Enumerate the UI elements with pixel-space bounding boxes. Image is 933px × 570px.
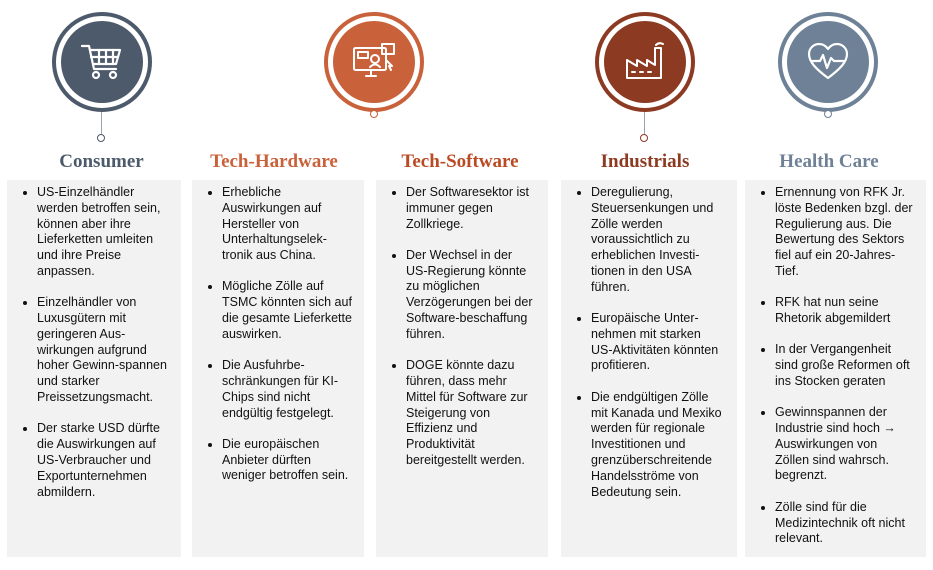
list-item: • Europäische Unter-nehmen mit starken US-Aktivitäten könnten profitieren. bbox=[591, 311, 725, 374]
health-care-title: Health Care bbox=[779, 151, 879, 172]
health-care-connector-dot bbox=[824, 110, 832, 118]
consumer-title: Consumer bbox=[59, 151, 144, 172]
list-item: • In der Vergangenheit sind große Reformen oft ins Stocken geraten bbox=[775, 342, 914, 389]
list-item: • Die Ausfuhrbe-schränkungen für KI-Chips sind nicht endgültig festgelegt. bbox=[222, 358, 352, 421]
tech-software-bullet-list bbox=[388, 185, 536, 469]
consumer-icon-badge bbox=[52, 12, 152, 112]
list-item: • Die endgültigen Zölle mit Kanada und Mexiko werden für regionale Investitionen und grenzüberschreitende Handelsströme von Bedeutung sein. bbox=[591, 390, 725, 501]
tech-software-title: Tech-Software bbox=[401, 151, 519, 172]
list-item: • Die europäischen Anbieter dürften weniger betroffen sein. bbox=[222, 437, 352, 484]
list-item: • Zölle sind für die Medizintechnik oft nicht relevant. bbox=[775, 500, 914, 547]
list-item: • Erhebliche Auswirkungen auf Hersteller von Unterhaltungselek-tronik aus China. bbox=[222, 185, 352, 264]
industrials-title: Industrials bbox=[600, 151, 690, 172]
list-item: • Der Softwaresektor ist immuner gegen Zollkriege. bbox=[406, 185, 536, 232]
consumer-bullet-list bbox=[19, 185, 169, 500]
tech-hardware-bullet-list bbox=[204, 185, 352, 484]
factory-icon bbox=[623, 42, 667, 82]
heart-pulse-icon bbox=[806, 42, 850, 82]
list-item: • RFK hat nun seine Rhetorik abgemildert bbox=[775, 295, 914, 327]
tech-hardware-title: Tech-Hardware bbox=[210, 151, 338, 172]
list-item: • Ernennung von RFK Jr. löste Bedenken bzgl. der Regulierung aus. Die Bewertung des Sektors fiel auf ein 20-Jahres-Tief. bbox=[775, 185, 914, 280]
list-item: • Mögliche Zölle auf TSMC könnten sich auf die gesamte Lieferkette auswirken. bbox=[222, 279, 352, 342]
list-item: • Der Wechsel in der US-Regierung könnte zu möglichen Verzögerungen bei der Software-beschaffung führen. bbox=[406, 248, 536, 343]
list-item: • US-Einzelhändler werden betroffen sein, können aber ihre Lieferketten umleiten und ihre Preise anpassen. bbox=[37, 185, 169, 280]
tech-hardware-box bbox=[192, 180, 364, 557]
computer-screen-icon bbox=[351, 42, 397, 82]
tech-hardware-icon-badge bbox=[324, 12, 424, 112]
list-item: • DOGE könnte dazu führen, dass mehr Mittel für Software zur Steigerung von Effizienz und Produktivität bereitgestellt werden. bbox=[406, 358, 536, 469]
health-care-box bbox=[745, 180, 926, 557]
shopping-cart-icon bbox=[80, 42, 124, 82]
consumer-connector bbox=[101, 112, 102, 134]
health-care-bullet-list bbox=[757, 185, 914, 547]
consumer-connector-dot bbox=[97, 134, 105, 142]
health-care-icon-badge bbox=[778, 12, 878, 112]
industrials-box bbox=[561, 180, 737, 557]
industrials-icon-badge bbox=[595, 12, 695, 112]
list-item: • Deregulierung, Steuersenkungen und Zölle werden voraussichtlich zu erheblichen Investi-tionen in den USA führen. bbox=[591, 185, 725, 296]
list-item: • Einzelhändler von Luxusgütern mit geringeren Aus-wirkungen aufgrund hoher Gewinn-spannen und starker Preissetzungsmacht. bbox=[37, 295, 169, 406]
consumer-box bbox=[7, 180, 181, 557]
list-item: • Gewinnspannen der Industrie sind hoch → Auswirkungen von Zöllen sind wahrsch. begrenzt. bbox=[775, 405, 914, 484]
industrials-bullet-list bbox=[573, 185, 725, 500]
tech-software-box bbox=[376, 180, 548, 557]
industrials-connector-dot bbox=[640, 134, 648, 142]
industrials-connector bbox=[644, 112, 645, 134]
list-item: • Der starke USD dürfte die Auswirkungen auf US-Verbraucher und Exportunternehmen abmildern. bbox=[37, 421, 169, 500]
tech-hardware-connector-dot bbox=[370, 110, 378, 118]
